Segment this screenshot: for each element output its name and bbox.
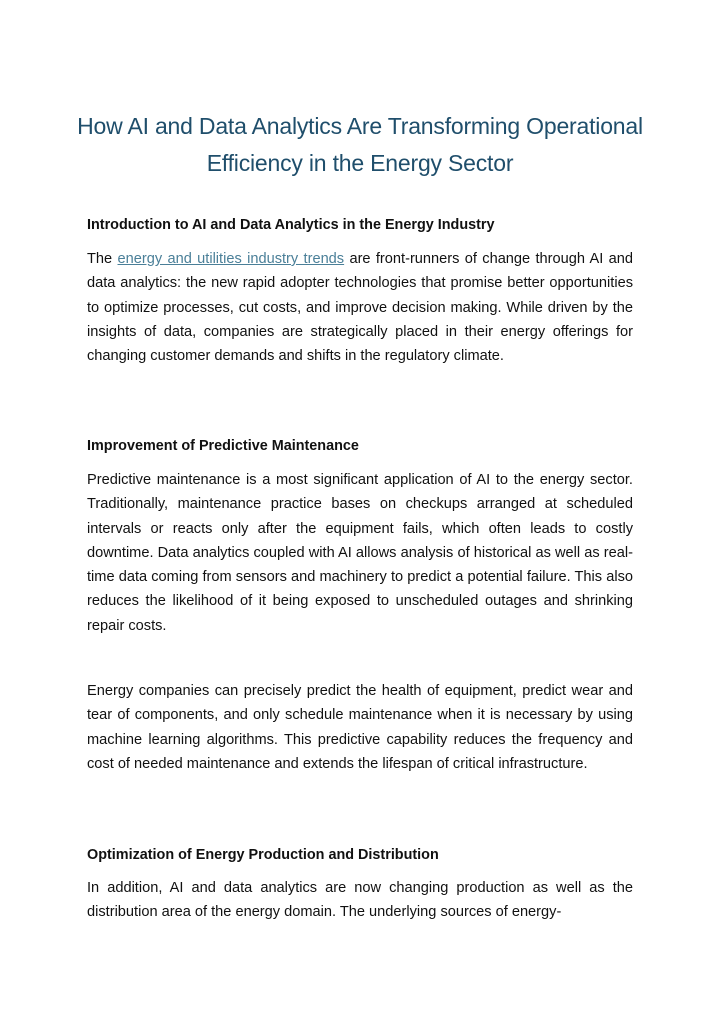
- predictive-maintenance-paragraph-1: Predictive maintenance is a most significant application of AI to the energy sector. Traditionally, maintenance practice bases on checkups arranged at scheduled intervals or reacts only after the equipment fails, which often leads to costly downtime. Data analytics coupled with AI allows analysis of historical as well as real-time data coming from sensors and machinery to predict a potential failure. This also reduces the likelihood of it being exposed to unscheduled outages and shrinking repair costs.: [87, 472, 633, 634]
- optimization-paragraph-1: In addition, AI and data analytics are now changing production as well as the distribution area of the energy domain. The underlying sources of energy-: [87, 880, 633, 921]
- section-heading-predictive-maintenance: Improvement of Predictive Maintenance: [87, 438, 359, 454]
- predictive-maintenance-paragraph-2: Energy companies can precisely predict the health of equipment, predict wear and tear of components, and only schedule maintenance when it is necessary by using machine learning algorithms. This predictive capability reduces the frequency and cost of needed maintenance and extends the lifespan of critical infrastructure.: [87, 683, 633, 772]
- intro-paragraph: [87, 247, 633, 368]
- page-title: How AI and Data Analytics Are Transforming Operational Efficiency in the Energy Sector: [77, 113, 643, 176]
- section-heading-optimization: Optimization of Energy Production and Distribution: [87, 847, 439, 863]
- intro-paragraph-prefix: The: [87, 251, 118, 267]
- section-heading-introduction: Introduction to AI and Data Analytics in the Energy Industry: [87, 217, 495, 233]
- intro-paragraph-suffix: are front-runners of change through AI and data analytics: the new rapid adopter technologies that promise better opportunities to optimize processes, cut costs, and improve decision making. While driven by the insights of data, companies are strategically placed in their energy offerings for changing customer demands and shifts in the regulatory climate.: [87, 251, 634, 365]
- energy-trends-link[interactable]: energy and utilities industry trends: [117, 251, 345, 267]
